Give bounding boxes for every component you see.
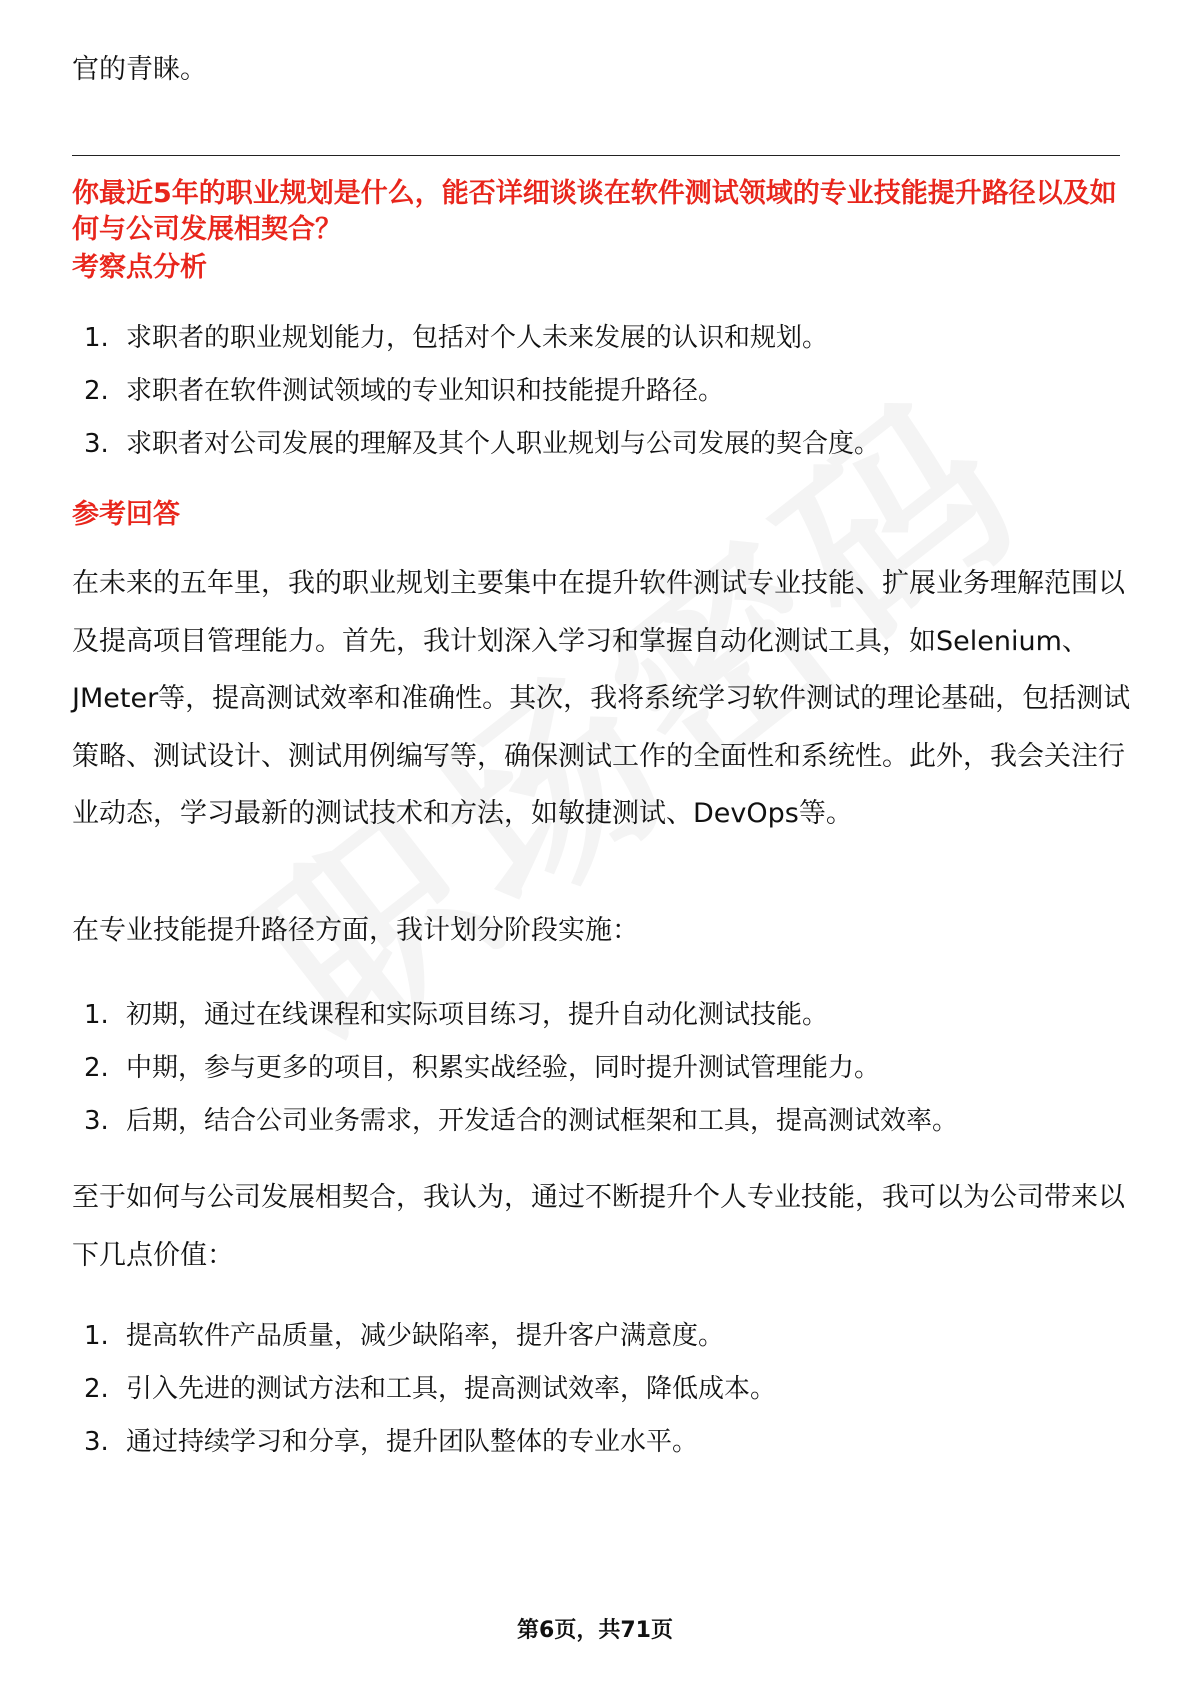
list-number: 2. <box>84 1053 109 1083</box>
list-number: 3. <box>84 1106 109 1136</box>
value-item <box>84 1373 776 1405</box>
stage-item <box>84 999 828 1031</box>
analysis-item <box>84 322 828 354</box>
list-item-text: 提高软件产品质量，减少缺陷率，提升客户满意度。 <box>126 1321 725 1351</box>
continuation-text: 官的青睐。 <box>72 54 207 85</box>
value-item <box>84 1426 698 1458</box>
page-footer: 第6页，共71页 <box>517 1618 673 1643</box>
list-number: 2. <box>84 376 109 406</box>
answer-paragraph: 在未来的五年里，我的职业规划主要集中在提升软件测试专业技能、扩展业务理解范围以及提高项目管理能力。首先，我计划深入学习和掌握自动化测试工具，如Selenium、JMeter等，提高测试效率和准确性。其次，我将系统学习软件测试的理论基础，包括测试策略、测试设计、测试用例编写等，确保测试工作的全面性和系统性。此外，我会关注行业动态，学习最新的测试技术和方法，如敏捷测试、DevOps等。 <box>72 568 1131 829</box>
question-heading: 你最近5年的职业规划是什么，能否详细谈谈在软件测试领域的专业技能提升路径以及如何与公司发展相契合？ <box>72 178 1117 245</box>
answer-paragraph: 至于如何与公司发展相契合，我认为，通过不断提升个人专业技能，我可以为公司带来以下几点价值： <box>72 1182 1125 1271</box>
analysis-item <box>84 375 724 407</box>
stage-item <box>84 1052 880 1084</box>
section-divider <box>72 155 1120 156</box>
list-number: 3. <box>84 1427 109 1457</box>
list-item-text: 通过持续学习和分享，提升团队整体的专业水平。 <box>126 1427 699 1457</box>
answer-paragraph: 在专业技能提升路径方面，我计划分阶段实施： <box>72 915 639 946</box>
list-number: 1. <box>84 1321 109 1351</box>
stage-item <box>84 1105 958 1137</box>
answer-heading: 参考回答 <box>72 499 180 530</box>
list-number: 1. <box>84 1000 109 1030</box>
list-item-text: 初期，通过在线课程和实际项目练习，提升自动化测试技能。 <box>126 1000 829 1030</box>
list-item-text: 中期，参与更多的项目，积累实战经验，同时提升测试管理能力。 <box>126 1053 881 1083</box>
value-item <box>84 1320 724 1352</box>
list-item-text: 求职者在软件测试领域的专业知识和技能提升路径。 <box>126 376 725 406</box>
list-number: 2. <box>84 1374 109 1404</box>
list-item-text: 求职者的职业规划能力，包括对个人未来发展的认识和规划。 <box>126 323 829 353</box>
list-item-text: 后期，结合公司业务需求，开发适合的测试框架和工具，提高测试效率。 <box>126 1106 959 1136</box>
list-item-text: 引入先进的测试方法和工具，提高测试效率，降低成本。 <box>126 1374 777 1404</box>
analysis-item <box>84 428 880 460</box>
list-item-text: 求职者对公司发展的理解及其个人职业规划与公司发展的契合度。 <box>126 429 881 459</box>
list-number: 1. <box>84 323 109 353</box>
analysis-heading: 考察点分析 <box>72 252 207 283</box>
list-number: 3. <box>84 429 109 459</box>
